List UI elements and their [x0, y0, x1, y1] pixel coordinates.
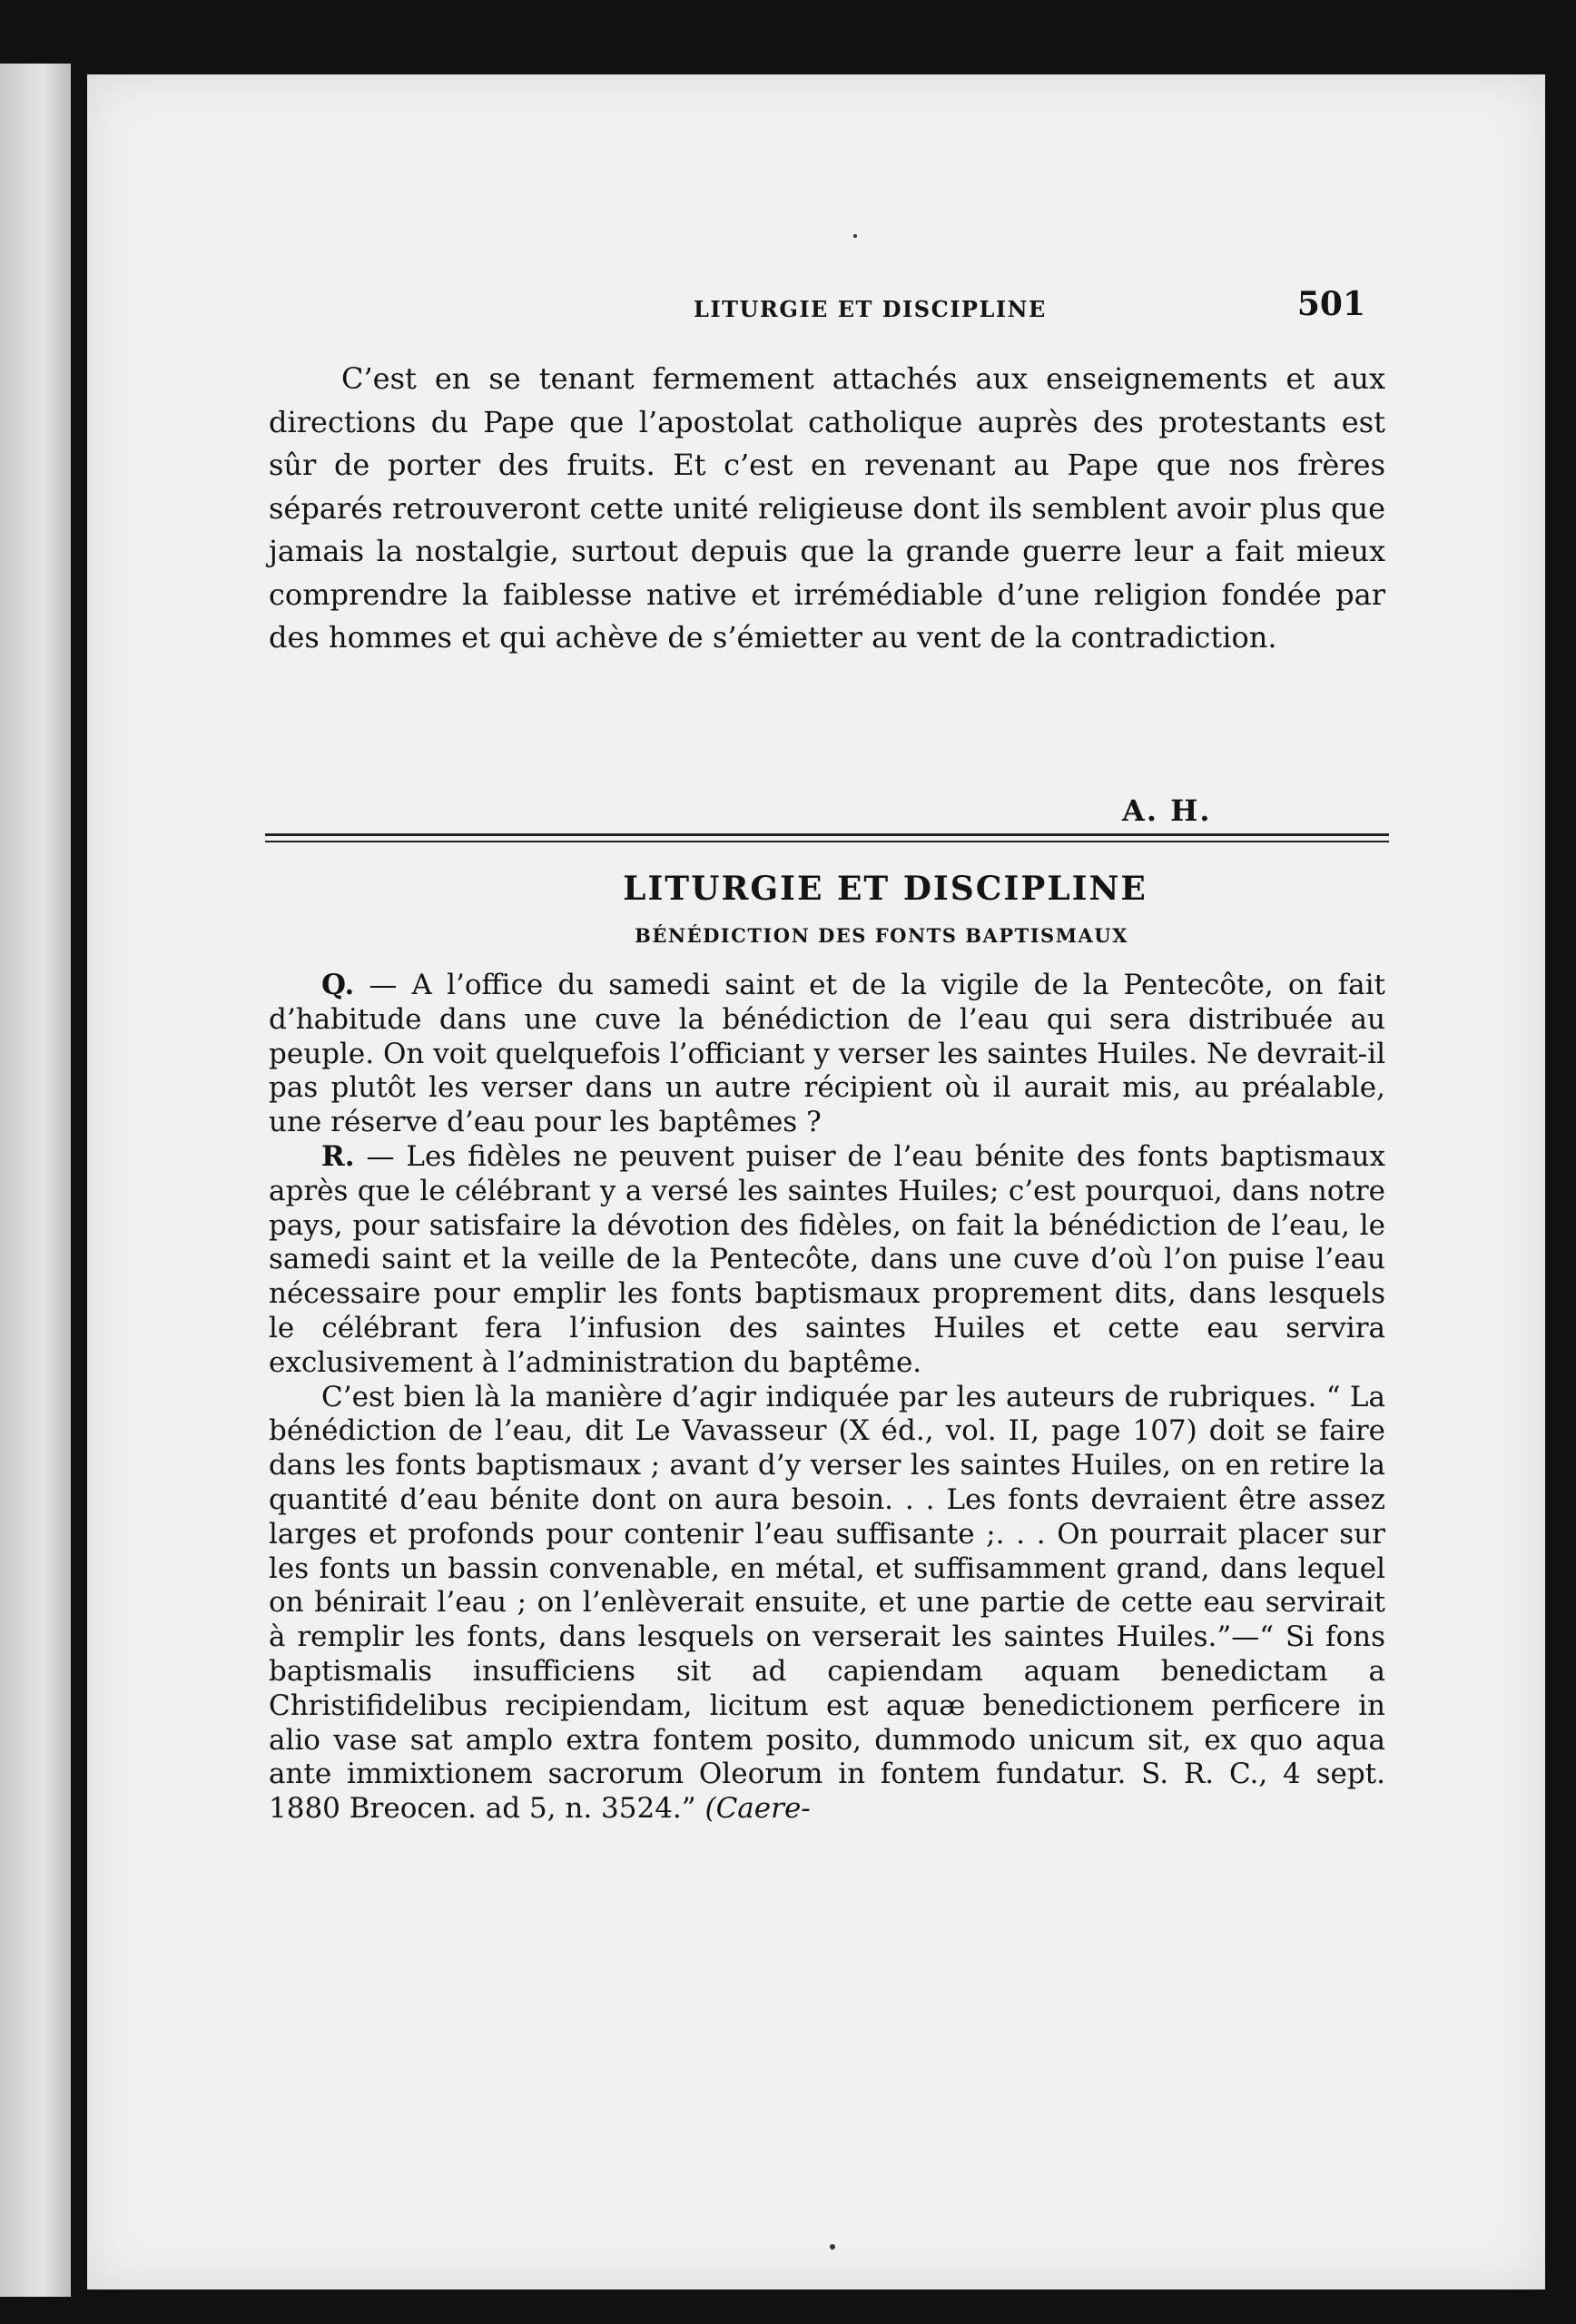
previous-page-edge [0, 64, 71, 2297]
page-number: 501 [1296, 285, 1365, 323]
answer-text: — Les fidèles ne peuvent puiser de l’eau bénite des fonts baptismaux après que le célébrant y a versé les saintes Huiles; c’est pourquoi, dans notre pays, pour satisfaire la dévotion des fidèles, on fait la bénédiction de l’eau, le samedi saint et la veille de la Pentecôte, dans une cuve d’où l’on puise l’eau nécessaire pour emplir les fonts baptismaux proprement dits, dans lesquels le célébrant fera l’infusion des saintes Huiles et cette eau servira exclusivement à l’administration du baptême. [269, 1139, 1385, 1379]
question-lead: Q. [321, 969, 355, 1001]
section-divider [265, 833, 1389, 842]
section-title: LITURGIE ET DISCIPLINE [623, 870, 1148, 908]
answer-paragraph [269, 1140, 1385, 1381]
continuation-italic-tail: (Caere- [704, 1792, 811, 1826]
answer-lead: R. [321, 1139, 355, 1173]
print-speck [830, 2244, 835, 2250]
article-body [269, 969, 1385, 1827]
continuation-paragraph [269, 1381, 1385, 1827]
print-speck [853, 234, 857, 238]
author-signature: A. H. [1122, 793, 1212, 828]
running-head-title: LITURGIE ET DISCIPLINE [694, 296, 1047, 322]
question-paragraph [269, 969, 1385, 1140]
running-head [605, 285, 1365, 340]
book-page [87, 74, 1545, 2290]
section-subtitle: BÉNÉDICTION DES FONTS BAPTISMAUX [635, 924, 1128, 947]
intro-text-block [269, 358, 1385, 660]
intro-paragraph: C’est en se tenant fermement attachés aux enseignements et aux directions du Pape que l’apostolat catholique auprès des protestants est sûr de porter des fruits. Et c’est en revenant au Pape que nos frères séparés retrouveront cette unité religieuse dont ils semblent avoir plus que jamais la nostalgie, surtout depuis que la grande guerre leur a fait mieux comprendre la faiblesse native et irrémédiable d’une religion fondée par des hommes et qui achève de s’émietter au vent de la contradiction. [269, 361, 1385, 655]
continuation-text: C’est bien là la manière d’agir indiquée par les auteurs de rubriques. “ La bénédiction de l’eau, dit Le Vavasseur (X éd., vol. II, page 107) doit se faire dans les fonts baptismaux ; avant d’y verser les saintes Huiles, on en retire la quantité d’eau bénite dont on aura besoin. . . Les fonts devraient être assez larges et profonds pour contenir l’eau suffisante ;. . . On pourrait placer sur les fonts un bassin convenable, en métal, et suffisamment grand, dans lequel on bénirait l’eau ; on l’enlèverait ensuite, et une partie de cette eau servirait à remplir les fonts, dans lesquels on verserait les saintes Huiles.”—“ Si fons baptismalis insufficiens sit ad capiendam aquam benedictam a Christifidelibus recipiendam, licitum est aquæ benedictionem perficere in alio vase sat amplo extra fontem posito, dummodo unicum sit, ex quo aqua ante immixtionem sacrorum Oleorum in fontem fundatur. S. R. C., 4 sept. 1880 Breocen. ad 5, n. 3524.” [269, 1380, 1385, 1826]
question-text: — A l’office du samedi saint et de la vigile de la Pentecôte, on fait d’habitude dans une cuve la bénédiction de l’eau qui sera distribuée au peuple. On voit quelquefois l’officiant y verser les saintes Huiles. Ne devrait-il pas plutôt les verser dans un autre récipient où il aurait mis, au préalable, une réserve d’eau pour les baptêmes ? [269, 969, 1385, 1139]
